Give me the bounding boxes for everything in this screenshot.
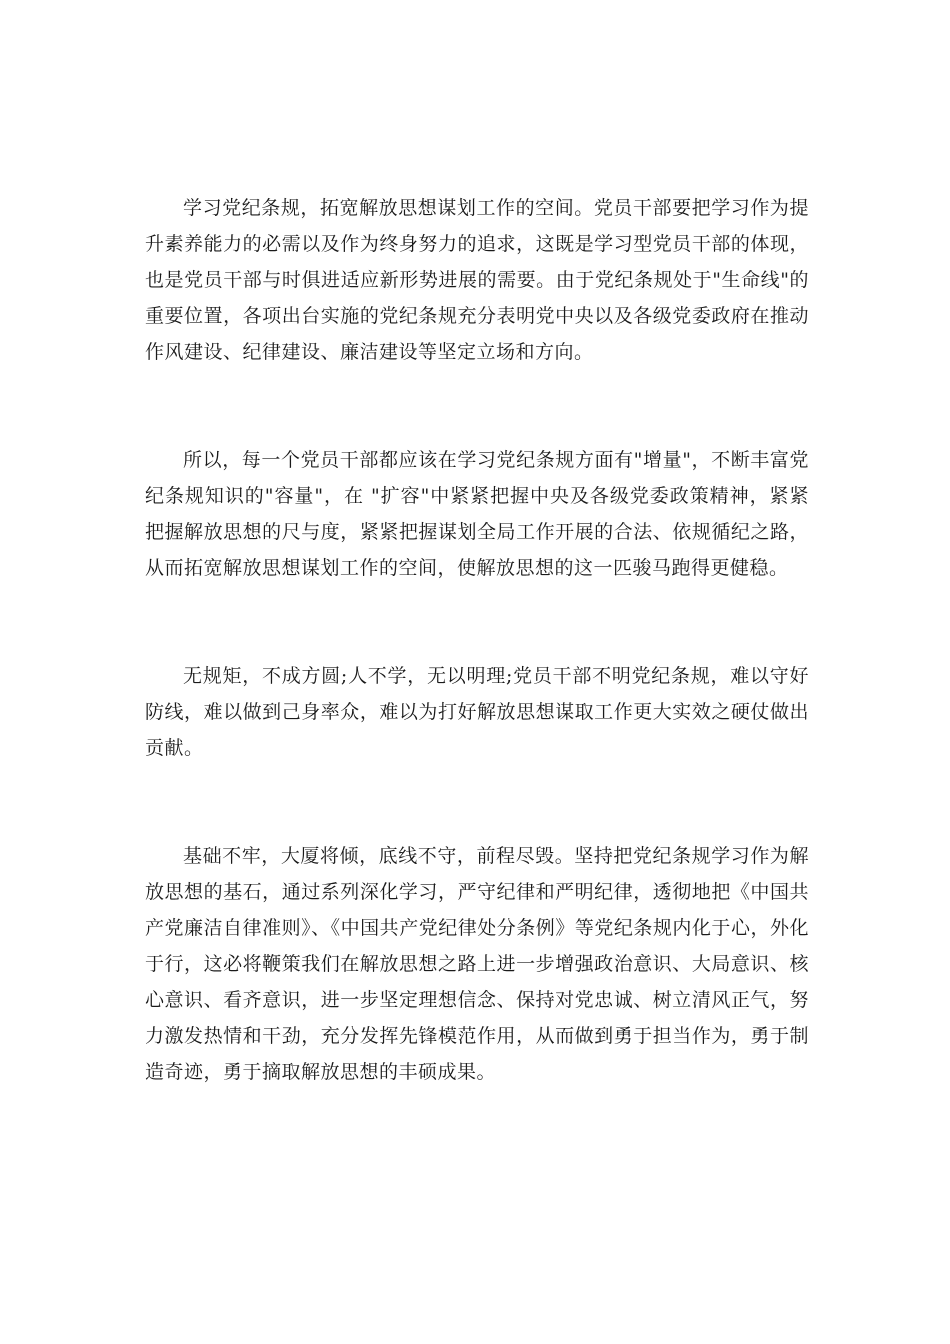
- paragraph-4: 基础不牢，大厦将倾，底线不守，前程尽毁。坚持把党纪条规学习作为解放思想的基石，通过系列深化学习，严守纪律和严明纪律，透彻地把《中国共产党廉洁自律准则》、《中国共产党纪律处分条例》等党纪条规内化于心，外化于行，这必将鞭策我们在解放思想之路上进一步增强政治意识、大局意识、核心意识、看齐意识，进一步坚定理想信念、保持对党忠诚、树立清风正气，努力激发热情和干劲，充分发挥先锋模范作用，从而做到勇于担当作为，勇于制造奇迹，勇于摘取解放思想的丰硕成果。: [145, 845, 809, 1083]
- paragraph-1: 学习党纪条规，拓宽解放思想谋划工作的空间。党员干部要把学习作为提升素养能力的必需以及作为终身努力的追求，这既是学习型党员干部的体现，也是党员干部与时俱进适应新形势进展的需要。由于党纪条规处于"生命线"的重要位置，各项出台实施的党纪条规充分表明党中央以及各级党委政府在推动作风建设、纪律建设、廉洁建设等坚定立场和方向。: [145, 197, 809, 363]
- paragraph-3: 无规矩，不成方圆;人不学，无以明理;党员干部不明党纪条规，难以守好防线，难以做到己身率众，难以为打好解放思想谋取工作更大实效之硬仗做出贡献。: [145, 665, 809, 759]
- paragraph-2: 所以，每一个党员干部都应该在学习党纪条规方面有"增量"，不断丰富党纪条规知识的"容量"，在 "扩容"中紧紧把握中央及各级党委政策精神，紧紧把握解放思想的尺与度，紧紧把握谋划全局工作开展的合法、依规循纪之路，从而拓宽解放思想谋划工作的空间，使解放思想的这一匹骏马跑得更健稳。: [145, 449, 809, 579]
